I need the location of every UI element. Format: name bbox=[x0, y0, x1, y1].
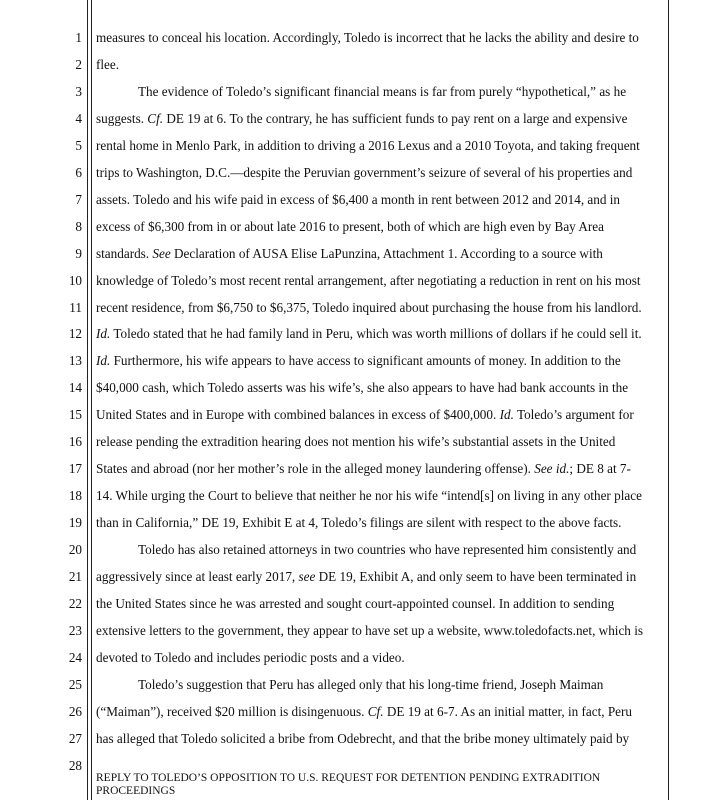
line-text: States and abroad (nor her mother’s role in the alleged money laundering offense). See id.; DE 8 at 7- bbox=[96, 461, 631, 477]
line-number: 7 bbox=[75, 191, 82, 207]
line-text: aggressively since at least early 2017, see DE 19, Exhibit A, and only seem to have been terminated in bbox=[96, 569, 637, 584]
line-number: 3 bbox=[75, 83, 82, 99]
line-number: 16 bbox=[68, 434, 82, 450]
line-number: 19 bbox=[68, 515, 82, 531]
pleading-line bbox=[0, 110, 720, 137]
pleading-line bbox=[0, 379, 720, 406]
line-number: 4 bbox=[75, 110, 82, 126]
pleading-line bbox=[0, 460, 720, 487]
pleading-line bbox=[0, 406, 720, 433]
line-number: 23 bbox=[68, 622, 82, 638]
line-text: devoted to Toledo and includes periodic posts and a video. bbox=[96, 649, 405, 665]
pleading-line bbox=[0, 137, 720, 164]
line-number: 27 bbox=[68, 730, 82, 746]
line-text: (“Maiman”), received $20 million is disingenuous. Cf. DE 19 at 6-7. As an initial matter, in fact, Peru bbox=[96, 703, 633, 719]
line-text: trips to Washington, D.C.—despite the Peruvian government’s seizure of several of his properties and bbox=[96, 164, 633, 180]
line-text: has alleged that Toledo solicited a bribe from Odebrecht, and that the bribe money ultimately paid by bbox=[96, 730, 630, 746]
pleading-line bbox=[0, 730, 720, 757]
line-text: United States and in Europe with combined balances in excess of $400,000. Id. Toledo’s argument for bbox=[96, 407, 634, 423]
line-text: the United States since he was arrested and sought court-appointed counsel. In addition to sending bbox=[96, 595, 615, 611]
line-text: excess of $6,300 from in or about late 2016 to present, both of which are high even by Bay Area bbox=[96, 218, 604, 234]
pleading-line bbox=[0, 83, 720, 110]
pleading-line bbox=[0, 352, 720, 379]
line-text: Toledo’s suggestion that Peru has alleged only that his long-time friend, Joseph Maiman bbox=[138, 676, 604, 692]
line-number: 13 bbox=[68, 353, 82, 369]
line-text: standards. See Declaration of AUSA Elise LaPunzina, Attachment 1. According to a source with bbox=[96, 245, 603, 261]
pleading-line bbox=[0, 56, 720, 83]
pleading-line bbox=[0, 433, 720, 460]
document-footer bbox=[96, 772, 656, 798]
line-text: rental home in Menlo Park, in addition to driving a 2016 Lexus and a 2010 Toyota, and taking frequent bbox=[96, 137, 640, 153]
pleading-line bbox=[0, 299, 720, 326]
pleading-line bbox=[0, 245, 720, 272]
line-number: 20 bbox=[68, 542, 82, 558]
line-number: 1 bbox=[75, 30, 82, 45]
line-text: measures to conceal his location. Accordingly, Toledo is incorrect that he lacks the ability and desire to bbox=[96, 30, 639, 45]
line-number: 17 bbox=[68, 461, 82, 477]
pleading-line bbox=[0, 164, 720, 191]
line-number: 2 bbox=[75, 56, 82, 72]
line-number: 24 bbox=[68, 649, 82, 665]
footer-title-line-1: REPLY TO TOLEDO’S OPPOSITION TO U.S. REQUEST FOR DETENTION PENDING EXTRADITION bbox=[96, 772, 601, 784]
line-text: assets. Toledo and his wife paid in excess of $6,400 a month in rent between 2012 and 2014, and in bbox=[96, 191, 621, 207]
pleading-line bbox=[0, 676, 720, 703]
pleading-line bbox=[0, 622, 720, 649]
pleading-line bbox=[0, 325, 720, 352]
line-number: 14 bbox=[68, 380, 82, 396]
pleading-line bbox=[0, 568, 720, 595]
line-text: 14. While urging the Court to believe that neither he nor his wife “intend[s] on living in any other place bbox=[96, 488, 642, 504]
line-text: knowledge of Toledo’s most recent rental arrangement, after negotiating a reduction in rent on his most bbox=[96, 272, 641, 288]
line-number: 26 bbox=[68, 703, 82, 719]
line-text: extensive letters to the government, they appear to have set up a website, www.toledofacts.net, which is bbox=[96, 622, 643, 638]
pleading-line bbox=[0, 487, 720, 514]
line-number: 15 bbox=[68, 407, 82, 423]
line-number: 11 bbox=[69, 299, 82, 315]
line-number: 22 bbox=[68, 595, 82, 611]
line-number: 12 bbox=[68, 326, 82, 342]
footer-title-line-2: PROCEEDINGS bbox=[96, 785, 176, 797]
pleading-line bbox=[0, 29, 720, 56]
pleading-line bbox=[0, 649, 720, 676]
pleading-line bbox=[0, 218, 720, 245]
line-number: 18 bbox=[68, 488, 82, 504]
line-text: than in California,” DE 19, Exhibit E at 4, Toledo’s filings are silent with respect to the above facts. bbox=[96, 515, 622, 531]
line-text: Toledo has also retained attorneys in two countries who have represented him consistently and bbox=[138, 542, 637, 558]
line-number: 10 bbox=[68, 272, 82, 288]
line-text: The evidence of Toledo’s significant financial means is far from purely “hypothetical,” as he bbox=[138, 83, 627, 99]
line-number: 8 bbox=[75, 218, 82, 234]
line-number: 6 bbox=[75, 164, 82, 180]
line-number: 5 bbox=[75, 137, 82, 153]
pleading-line bbox=[0, 272, 720, 299]
line-number: 9 bbox=[75, 245, 82, 261]
pleading-line bbox=[0, 595, 720, 622]
line-text: $40,000 cash, which Toledo asserts was his wife’s, she also appears to have had bank accounts in the bbox=[96, 380, 629, 396]
line-number: 21 bbox=[68, 569, 82, 584]
pleading-line bbox=[0, 703, 720, 730]
line-text: release pending the extradition hearing does not mention his wife’s substantial assets in the United bbox=[96, 434, 616, 450]
line-number: 25 bbox=[68, 676, 82, 692]
pleading-line bbox=[0, 541, 720, 568]
line-number: 28 bbox=[68, 757, 82, 773]
pleading-line bbox=[0, 514, 720, 541]
line-text: suggests. Cf. DE 19 at 6. To the contrary, he has sufficient funds to pay rent on a large and expensive bbox=[96, 110, 628, 126]
line-text: Id. Furthermore, his wife appears to have access to significant amounts of money. In addition to the bbox=[96, 353, 621, 369]
line-text: flee. bbox=[96, 56, 120, 72]
pleading-line bbox=[0, 191, 720, 218]
line-text: Id. Toledo stated that he had family land in Peru, which was worth millions of dollars if he could sell it. bbox=[96, 326, 642, 342]
line-text: recent residence, from $6,750 to $6,375, Toledo inquired about purchasing the house from his landlord. bbox=[96, 299, 642, 315]
